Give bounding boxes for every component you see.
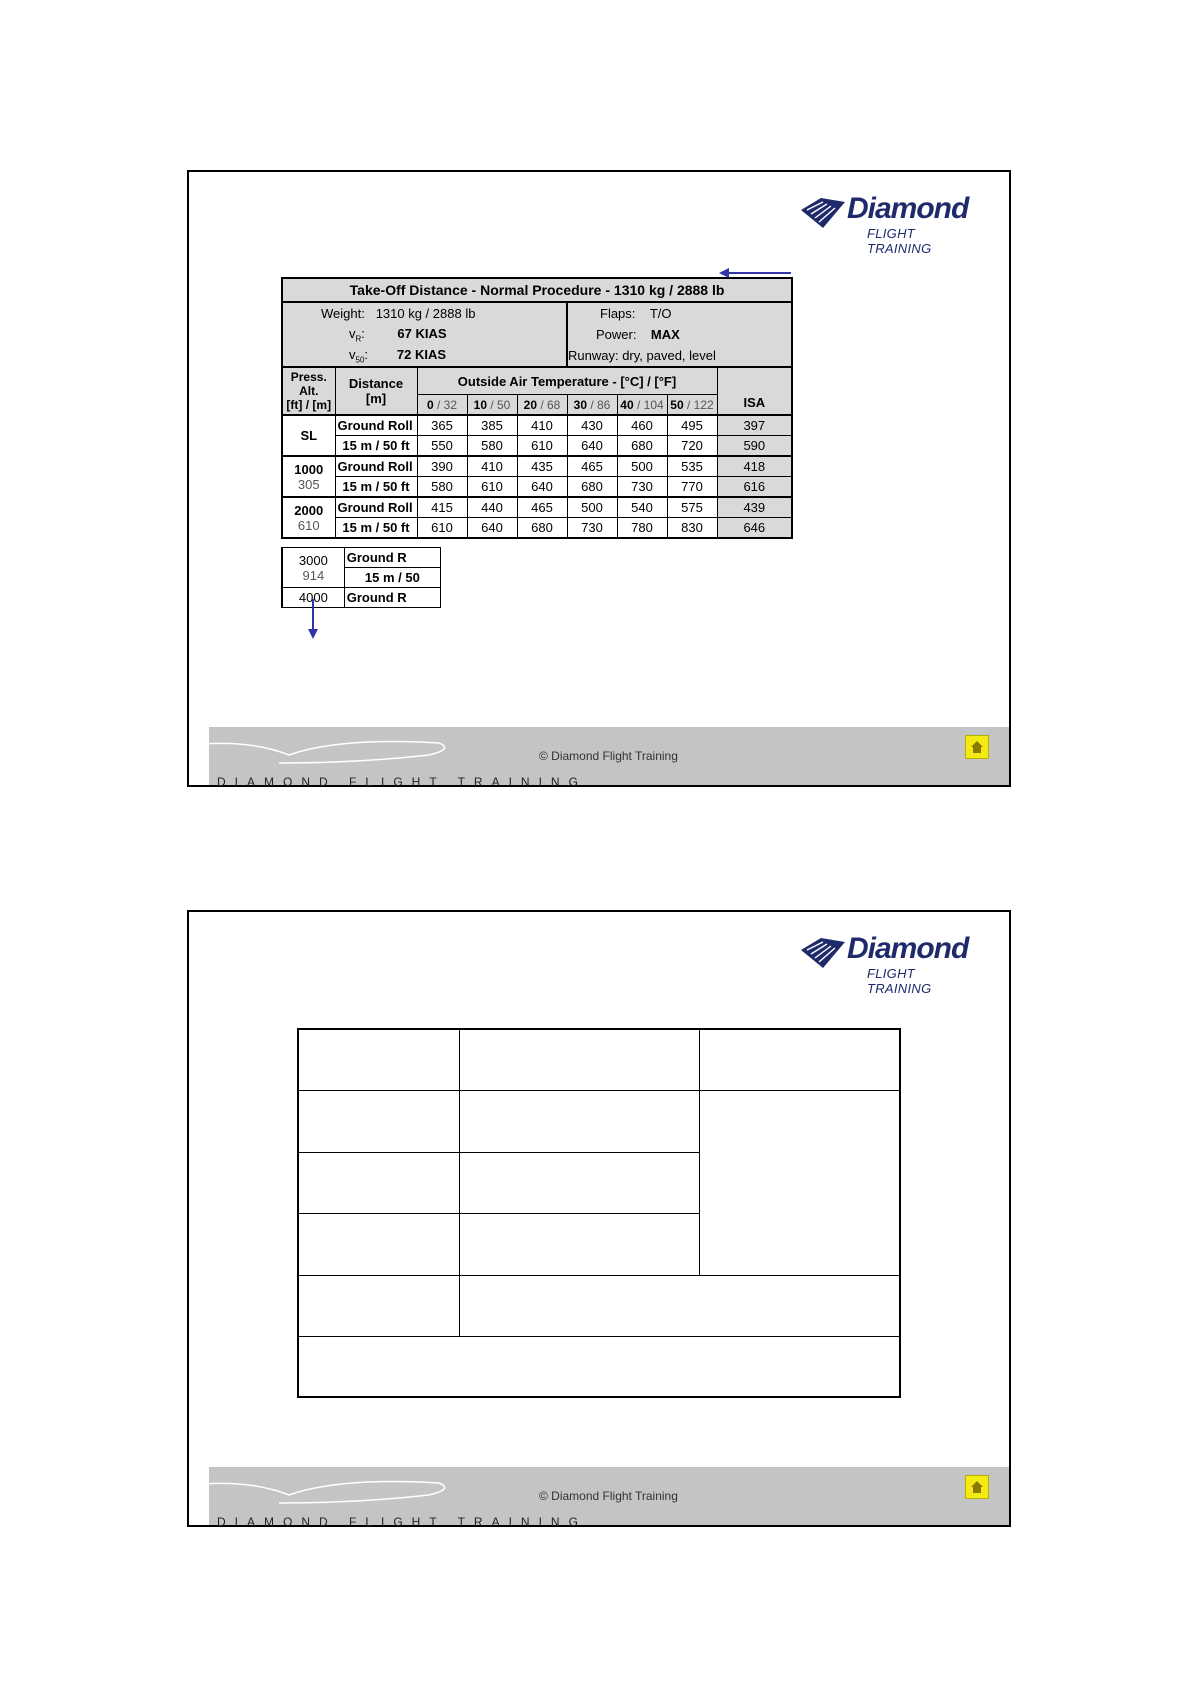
isa-header: ISA bbox=[717, 367, 792, 415]
ground-roll-label: Ground R bbox=[344, 548, 440, 568]
home-button[interactable] bbox=[965, 735, 989, 759]
arrow-down-icon bbox=[307, 599, 319, 639]
table-cell: 720 bbox=[667, 436, 717, 457]
table-cell: 495 bbox=[667, 415, 717, 436]
table-cell: 465 bbox=[517, 497, 567, 518]
table-cell: 430 bbox=[567, 415, 617, 436]
logo-subtitle: FLIGHT TRAINING bbox=[867, 966, 932, 996]
power-info: Power: MAX bbox=[567, 324, 792, 345]
grid-line bbox=[299, 1213, 699, 1214]
grid-line bbox=[459, 1030, 460, 1336]
ground-roll-label: Ground Roll bbox=[335, 497, 417, 518]
table-cell: 435 bbox=[517, 456, 567, 477]
isa-value: 616 bbox=[717, 477, 792, 498]
footer-copyright: © Diamond Flight Training bbox=[539, 749, 678, 763]
table-cell: 535 bbox=[667, 456, 717, 477]
press-alt-cell: 1000 305 bbox=[282, 456, 335, 497]
arrow-left-icon bbox=[719, 267, 791, 279]
vr-info: $v_R$: 67 KIAS bbox=[282, 324, 567, 345]
table-title: Take-Off Distance - Normal Procedure - 1310 kg / 2888 lb bbox=[282, 278, 792, 302]
partial-table bbox=[281, 547, 441, 608]
table-cell: 730 bbox=[617, 477, 667, 498]
grid-line bbox=[299, 1336, 899, 1337]
diamond-logo-icon bbox=[801, 196, 847, 230]
runway-info: Runway: dry, paved, level bbox=[567, 345, 792, 367]
temp-header-1: 10 / 50 bbox=[467, 395, 517, 416]
obstacle-label: 15 m / 50 bbox=[344, 568, 440, 588]
oat-header: Outside Air Temperature - [°C] / [°F] bbox=[417, 367, 717, 395]
obstacle-label: 15 m / 50 ft bbox=[335, 477, 417, 498]
table-cell: 415 bbox=[417, 497, 467, 518]
press-alt-cell: SL bbox=[282, 415, 335, 456]
grid-line bbox=[699, 1030, 700, 1275]
grid-line bbox=[299, 1090, 899, 1091]
table-cell: 680 bbox=[517, 518, 567, 539]
ground-roll-label: Ground Roll bbox=[335, 456, 417, 477]
isa-value: 439 bbox=[717, 497, 792, 518]
slide-takeoff-distance bbox=[187, 170, 1011, 787]
table-cell: 580 bbox=[417, 477, 467, 498]
footer-copyright: © Diamond Flight Training bbox=[539, 1489, 678, 1503]
takeoff-table-container bbox=[281, 277, 794, 547]
table-cell: 550 bbox=[417, 436, 467, 457]
isa-value: 397 bbox=[717, 415, 792, 436]
footer-brand: DIAMOND FLIGHT TRAINING bbox=[217, 1515, 587, 1529]
temp-header-5: 50 / 122 bbox=[667, 395, 717, 416]
table-cell: 385 bbox=[467, 415, 517, 436]
table-cell: 580 bbox=[467, 436, 517, 457]
table-cell: 465 bbox=[567, 456, 617, 477]
grid-line bbox=[299, 1152, 699, 1153]
isa-value: 418 bbox=[717, 456, 792, 477]
logo-subtitle: FLIGHT TRAINING bbox=[867, 226, 932, 256]
diamond-logo-icon bbox=[801, 936, 847, 970]
table-cell: 365 bbox=[417, 415, 467, 436]
press-alt-cell: 4000 bbox=[282, 588, 344, 608]
logo-wordmark: Diamond bbox=[847, 932, 969, 965]
table-cell: 390 bbox=[417, 456, 467, 477]
press-alt-header: Press. Alt. [ft] / [m] bbox=[282, 367, 335, 415]
slide-footer bbox=[209, 727, 1009, 789]
takeoff-table-partial-rows bbox=[281, 547, 420, 605]
table-cell: 540 bbox=[617, 497, 667, 518]
table-cell: 730 bbox=[567, 518, 617, 539]
table-cell: 830 bbox=[667, 518, 717, 539]
logo-wordmark: Diamond bbox=[847, 192, 969, 225]
table-cell: 640 bbox=[517, 477, 567, 498]
takeoff-distance-table bbox=[281, 277, 793, 539]
table-cell: 500 bbox=[567, 497, 617, 518]
temp-header-2: 20 / 68 bbox=[517, 395, 567, 416]
temp-header-0: 0 / 32 bbox=[417, 395, 467, 416]
table-cell: 410 bbox=[517, 415, 567, 436]
press-alt-cell: 2000 610 bbox=[282, 497, 335, 538]
flaps-info: Flaps: T/O bbox=[567, 302, 792, 324]
grid-line bbox=[299, 1275, 899, 1276]
table-cell: 610 bbox=[517, 436, 567, 457]
table-cell: 500 bbox=[617, 456, 667, 477]
table-cell: 575 bbox=[667, 497, 717, 518]
table-cell: 770 bbox=[667, 477, 717, 498]
empty-table-grid bbox=[297, 1028, 901, 1398]
table-cell: 610 bbox=[417, 518, 467, 539]
table-cell: 640 bbox=[567, 436, 617, 457]
table-cell: 440 bbox=[467, 497, 517, 518]
distance-header: Distance [m] bbox=[335, 367, 417, 415]
home-button[interactable] bbox=[965, 1475, 989, 1499]
temp-header-4: 40 / 104 bbox=[617, 395, 667, 416]
weight-info: Weight: 1310 kg / 2888 lb bbox=[282, 302, 567, 324]
ground-roll-label: Ground Roll bbox=[335, 415, 417, 436]
v50-info: $v_{50}$: 72 KIAS bbox=[282, 345, 567, 367]
obstacle-label: 15 m / 50 ft bbox=[335, 436, 417, 457]
table-cell: 410 bbox=[467, 456, 517, 477]
isa-value: 590 bbox=[717, 436, 792, 457]
diamond-logo bbox=[797, 190, 977, 256]
temp-header-3: 30 / 86 bbox=[567, 395, 617, 416]
table-cell: 680 bbox=[567, 477, 617, 498]
slide-footer bbox=[209, 1467, 1009, 1529]
table-cell: 680 bbox=[617, 436, 667, 457]
press-alt-cell: 3000 914 bbox=[282, 548, 344, 588]
home-icon bbox=[969, 739, 985, 755]
footer-brand: DIAMOND FLIGHT TRAINING bbox=[217, 775, 587, 789]
diamond-logo bbox=[797, 930, 977, 996]
obstacle-label: 15 m / 50 ft bbox=[335, 518, 417, 539]
ground-roll-label: Ground R bbox=[344, 588, 440, 608]
table-cell: 460 bbox=[617, 415, 667, 436]
slide-empty-grid bbox=[187, 910, 1011, 1527]
table-cell: 610 bbox=[467, 477, 517, 498]
home-icon bbox=[969, 1479, 985, 1495]
table-cell: 640 bbox=[467, 518, 517, 539]
isa-value: 646 bbox=[717, 518, 792, 539]
table-cell: 780 bbox=[617, 518, 667, 539]
